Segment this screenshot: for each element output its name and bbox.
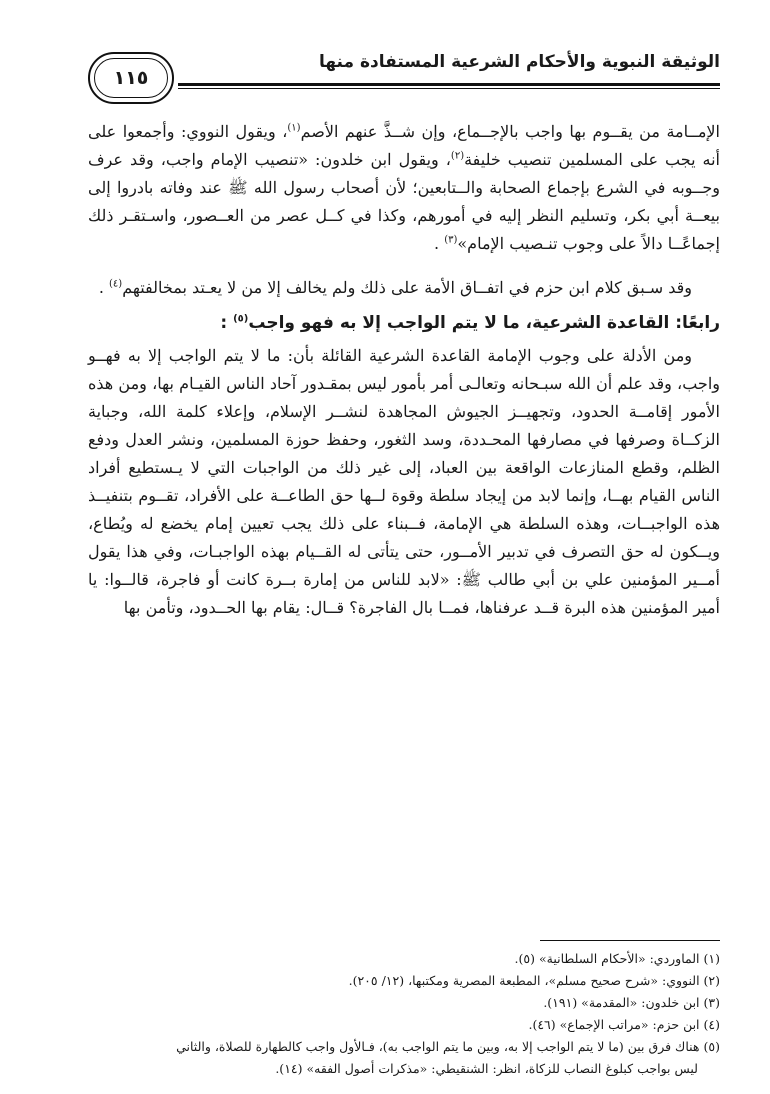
footnote-5-text: (٥) هناك فرق بين (ما لا يتم الواجب إلا به، وبين ما يتم الواجب به)، فـالأول واجب كالطهارة للصلاة، والثاني bbox=[176, 1039, 720, 1054]
section-heading bbox=[88, 308, 720, 338]
footnote-ref-5: (٥) bbox=[233, 313, 249, 325]
page-number-frame bbox=[88, 52, 174, 104]
footnote-5-continuation: ليس بواجب كبلوغ النصاب للزكاة، انظر: الشنقيطي: «مذكرات أصول الفقه» (١٤). bbox=[275, 1061, 698, 1076]
footnote-ref-1: (١) bbox=[287, 122, 301, 134]
footnote-ref-3: (٣) bbox=[444, 234, 458, 246]
header-rule-thin bbox=[178, 88, 720, 89]
footnote-separator bbox=[540, 940, 720, 941]
paragraph-1-text-b: ، ويقول النووي: وأجمعوا على أنه يجب على المسلمين تنصيب خليفة bbox=[88, 122, 721, 169]
running-title: الوثيقة النبوية والأحكام الشرعية المستفادة منها bbox=[318, 52, 720, 72]
paragraph-1 bbox=[88, 118, 720, 258]
paragraph-1-text-c: ، ويقول ابن خلدون: «تنصيب الإمام واجب، وقد عرف وجــوبه في الشرع بإجماع الصحابة والــتابعين؛ لأن أصحاب رسول الله ﷺ عند وفاته بادروا إلى بيعــة أبي بكر، وتسليم النظر إليه في أمورهم، وكذا في كــل عصر من العــصور، واسـتقـر ذلك إجماعًــا دالاً على وجوب تنـصيب الإمام» bbox=[88, 150, 720, 253]
paragraph-2-text: وقد سـبق كلام ابن حزم في اتفــاق الأمة على ذلك ولم يخالف إلا من لا يعـتد بمخالفتهم bbox=[122, 278, 692, 297]
header-rule bbox=[178, 83, 720, 86]
footnotes bbox=[88, 948, 720, 1080]
footnote-5 bbox=[88, 1036, 720, 1080]
paragraph-2 bbox=[88, 274, 720, 302]
footnote-ref-2: (٢) bbox=[450, 150, 465, 162]
paragraph-2-end: . bbox=[98, 278, 109, 297]
paragraph-1-end: . bbox=[434, 234, 445, 253]
page-number: ١١٥ bbox=[113, 67, 149, 89]
paragraph-3 bbox=[88, 342, 720, 622]
paragraph-gap bbox=[88, 258, 720, 274]
footnote-3: (٣) ابن خلدون: «المقدمة» (١٩١). bbox=[543, 995, 720, 1010]
footnote-4: (٤) ابن حزم: «مراتب الإجماع» (٤٦). bbox=[528, 1017, 720, 1032]
footnote-ref-4: (٤) bbox=[109, 278, 123, 290]
section-heading-text: رابعًا: القاعدة الشرعية، ما لا يتم الواجب إلا به فهو واجب bbox=[248, 313, 720, 333]
body-text bbox=[88, 118, 720, 622]
footnote-2: (٢) النووي: «شرح صحيح مسلم»، المطبعة المصرية ومكتبها، (١٢/ ٢٠٥). bbox=[348, 973, 720, 988]
section-heading-end: : bbox=[220, 313, 234, 333]
paragraph-1-text: الإمــامة من يقــوم بها واجب بالإجــماع، وإن شــذَّ عنهم الأصم bbox=[300, 122, 720, 141]
running-header bbox=[88, 44, 720, 114]
paragraph-3-text: ومن الأدلة على وجوب الإمامة القاعدة الشرعية القائلة بأن: ما لا يتم الواجب إلا به فهــو واجب، وقد علم أن الله سبـحانه وتعالـى أمر بأمور ليس بمقـدور آحاد الناس القيـام بها، ومن هذه الأمور إقامــة الحدود، وتجهيــز الجيوش المجاهدة لنشــر الإسلام، وإعلاء كلمة الله، وجباية الزكــاة وصرفها في مصارفها المحـددة، وسد الثغور، وحفظ حوزة المسلمين، ونشر العدل ودفع الظلم، وقطع المنازعات الواقعة بين العباد، إلى غير ذلك من الواجبات التي لا يـستطيع أفراد الناس القيام بهــا، وإنما لابد من إيجاد سلطة وقوة لــها حق الطاعــة على الأفراد، تقــوم بتنفيــذ هذه الواجبــات، وهذه السلطة هي الإمامة، فــبناء على ذلك يجب تعيين إمام يخضع له ويُطاع، ويــكون له حق التصرف في تدبير الأمــور، حتى يتأتى له القــيام بهذه الواجبـات، وفي هذا يقول أمــير المؤمنين علي بن أبي طالب ﷺ: «لابد للناس من إمارة بــرة كانت أو فاجرة، قالــوا: يا أمير المؤمنين هذه البرة قــد عرفناها، فمــا بال الفاجرة؟ قــال: يقام بها الحــدود، وتأمن بها bbox=[88, 346, 720, 617]
footnote-1: (١) الماوردي: «الأحكام السلطانية» (٥). bbox=[514, 951, 720, 966]
